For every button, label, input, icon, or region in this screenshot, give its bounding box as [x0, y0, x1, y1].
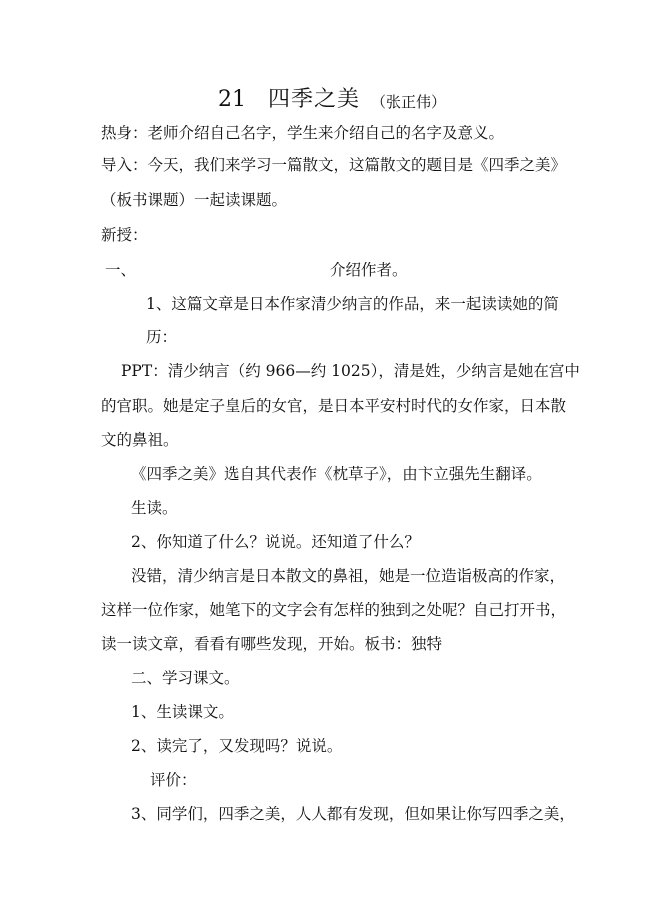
document-title [0, 86, 650, 116]
ppt-line3: 文的鼻祖。 [101, 431, 179, 449]
title-number: 21 [218, 87, 246, 112]
ppt-line1: PPT：清少纳言（约 966—约 1025），清是姓，少纳言是她在宫中 [121, 362, 580, 380]
evaluation-label: 评价： [150, 771, 197, 789]
source-note: 《四季之美》选自其代表作《枕草子》，由卞立强先生翻译。 [131, 465, 542, 483]
section-two-item-2: 2、读完了，又发现吗？说说。 [131, 737, 343, 755]
section-two-item-1: 1、生读课文。 [131, 703, 234, 721]
section-new-lesson: 新授： [101, 226, 148, 244]
section-two-title: 二、学习课文。 [131, 669, 240, 687]
ppt-line2: 的官职。她是定子皇后的女官，是日本平安村时代的女作家，日本散 [101, 397, 567, 415]
paragraph-author-line3: 读一读文章，看看有哪些发现，开始。板书：独特 [101, 635, 443, 653]
section-one-title: 介绍作者。 [330, 261, 408, 279]
student-read: 生读。 [131, 499, 178, 517]
paragraph-author-line2: 这样一位作家，她笔下的文字会有怎样的独到之处呢？自己打开书， [101, 601, 567, 619]
title-text: 四季之美 [268, 87, 361, 112]
section-two-item-3: 3、同学们，四季之美，人人都有发现，但如果让你写四季之美， [131, 805, 575, 823]
item-1-line2: 历： [146, 328, 178, 346]
paragraph-author-line1: 没错，清少纳言是日本散文的鼻祖，她是一位造诣极高的作家， [131, 567, 566, 585]
section-one-number: 一、 [105, 261, 137, 279]
title-author: （张正伟） [371, 93, 447, 111]
item-2: 2、你知道了什么？说说。还知道了什么？ [131, 533, 420, 551]
item-1-line1: 1、这篇文章是日本作家清少纳言的作品，来一起读读她的简 [146, 295, 559, 313]
paragraph-intro-line1: 导入：今天，我们来学习一篇散文，这篇散文的题目是《四季之美》 [101, 156, 567, 174]
paragraph-warmup: 热身：老师介绍自己名字，学生来介绍自己的名字及意义。 [101, 124, 505, 142]
paragraph-intro-line2: （板书课题）一起读课题。 [101, 191, 288, 209]
